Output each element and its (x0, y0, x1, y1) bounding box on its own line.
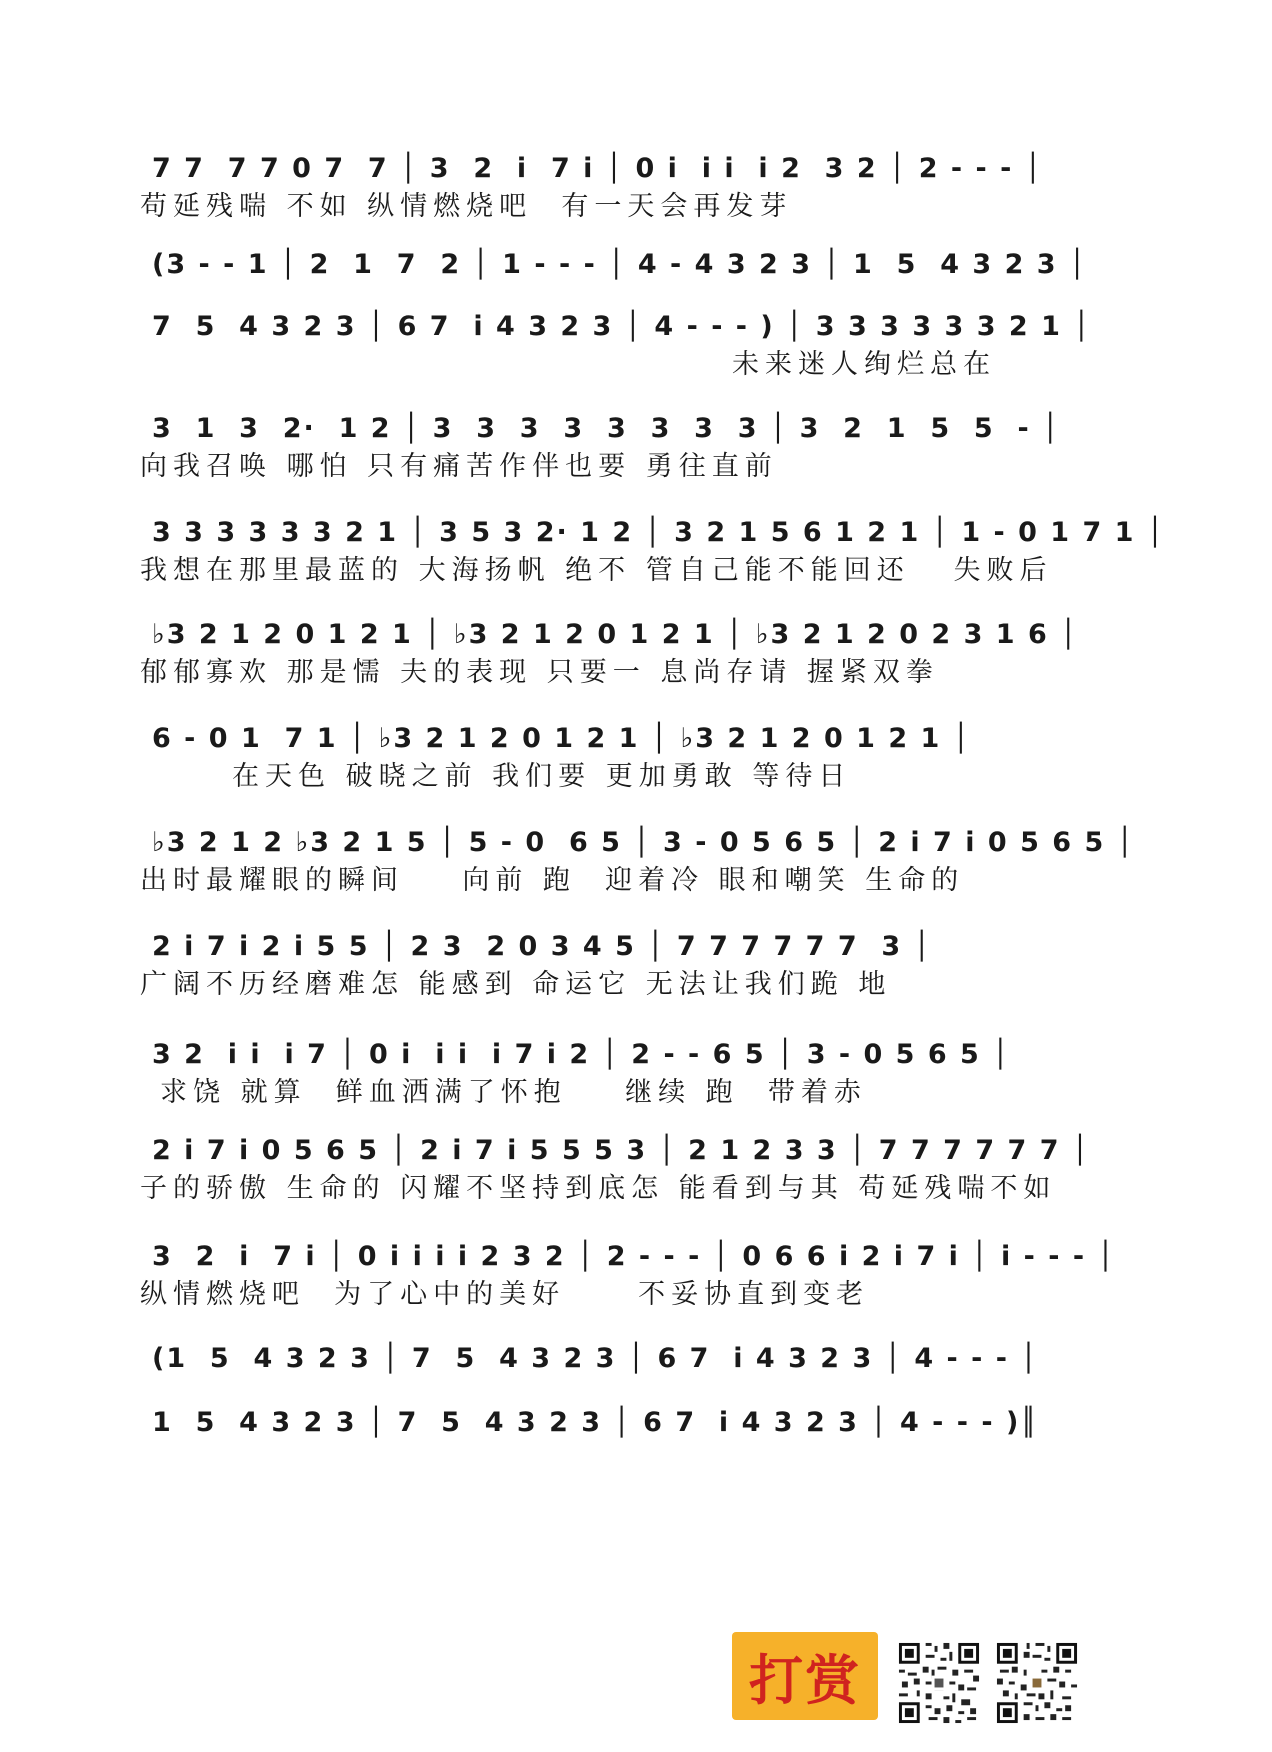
note-line: ♭3 2 1 2 ♭3 2 1 5 │ 5 - 0 6 5 │ 3 - 0 5 6 5 │ 2 i 7 i 0 5 6 5 │ (152, 827, 1135, 858)
note-line: ♭3 2 1 2 0 1 2 1 │ ♭3 2 1 2 0 1 2 1 │ ♭3 2 1 2 0 2 3 1 6 │ (152, 619, 1079, 650)
note-line: 3 2 i 7 i │ 0 i i i i 2 3 2 │ 2 - - - │ 0 6 6 i 2 i 7 i │ i - - - │ (152, 1241, 1116, 1272)
note-line: 7 7 7 7 0 7 7 │ 3 2 i 7 i │ 0 i i i i 2 3 2 │ 2 - - - │ (152, 153, 1043, 184)
donate-label: 打赏 (749, 1647, 861, 1712)
note-line: 6 - 0 1 7 1 │ ♭3 2 1 2 0 1 2 1 │ ♭3 2 1 2 0 1 2 1 │ (152, 723, 971, 754)
lyric-line: 在天色 破晓之前 我们要 更加勇敢 等待日 (232, 761, 852, 792)
lyric-line: 郁郁寡欢 那是懦 夫的表现 只要一 息尚存请 握紧双拳 (140, 657, 939, 688)
lyric-line: 出时最耀眼的瞬间 向前 跑 迎着冷 眼和嘲笑 生命的 (140, 865, 965, 896)
lyric-line: 我想在那里最蓝的 大海扬帆 绝不 管自己能不能回还 失败后 (140, 555, 1053, 586)
lyric-line: 子的骄傲 生命的 闪耀不坚持到底怎 能看到与其 苟延残喘不如 (140, 1173, 1057, 1204)
lyric-line: 求饶 就算 鲜血洒满了怀抱 继续 跑 带着赤 (160, 1077, 867, 1108)
note-line: 3 2 i i i 7 │ 0 i i i i 7 i 2 │ 2 - - 6 5 │ 3 - 0 5 6 5 │ (152, 1039, 1011, 1070)
lyric-line: 广阔不历经磨难怎 能感到 命运它 无法让我们跪 地 (140, 969, 892, 1000)
note-line: 1 5 4 3 2 3 │ 7 5 4 3 2 3 │ 6 7 i 4 3 2 3 │ 4 - - - )║ (152, 1407, 1039, 1438)
note-line: (3 - - 1 │ 2 1 7 2 │ 1 - - - │ 4 - 4 3 2 3 │ 1 5 4 3 2 3 │ (152, 249, 1088, 280)
lyric-line: 向我召唤 哪怕 只有痛苦作伴也要 勇往直前 (140, 451, 778, 482)
qr-code-alipay-icon (994, 1640, 1080, 1726)
note-line: (1 5 4 3 2 3 │ 7 5 4 3 2 3 │ 6 7 i 4 3 2 3 │ 4 - - - │ (152, 1343, 1039, 1374)
qr-code-wechat-icon (896, 1640, 982, 1726)
note-line: 3 1 3 2· 1 2 │ 3 3 3 3 3 3 3 3 │ 3 2 1 5 5 - │ (152, 413, 1061, 444)
note-line: 2 i 7 i 2 i 5 5 │ 2 3 2 0 3 4 5 │ 7 7 7 7 7 7 3 │ (152, 931, 932, 962)
note-line: 3 3 3 3 3 3 2 1 │ 3 5 3 2· 1 2 │ 3 2 1 5 6 1 2 1 │ 1 - 0 1 7 1 │ (152, 517, 1166, 548)
donate-button[interactable] (732, 1632, 878, 1720)
lyric-line: 苟延残喘 不如 纵情燃烧吧 有一天会再发芽 (140, 191, 793, 222)
lyric-line (140, 1442, 1130, 1480)
lyric-line: 未来迷人绚烂总在 (732, 349, 996, 380)
note-line: 2 i 7 i 0 5 6 5 │ 2 i 7 i 5 5 5 3 │ 2 1 2 3 3 │ 7 7 7 7 7 7 │ (152, 1135, 1091, 1166)
lyric-line: 纵情燃烧吧 为了心中的美好 不妥协直到变老 (140, 1279, 870, 1310)
note-line: 7 5 4 3 2 3 │ 6 7 i 4 3 2 3 │ 4 - - - ) │ 3 3 3 3 3 3 2 1 │ (152, 311, 1092, 342)
